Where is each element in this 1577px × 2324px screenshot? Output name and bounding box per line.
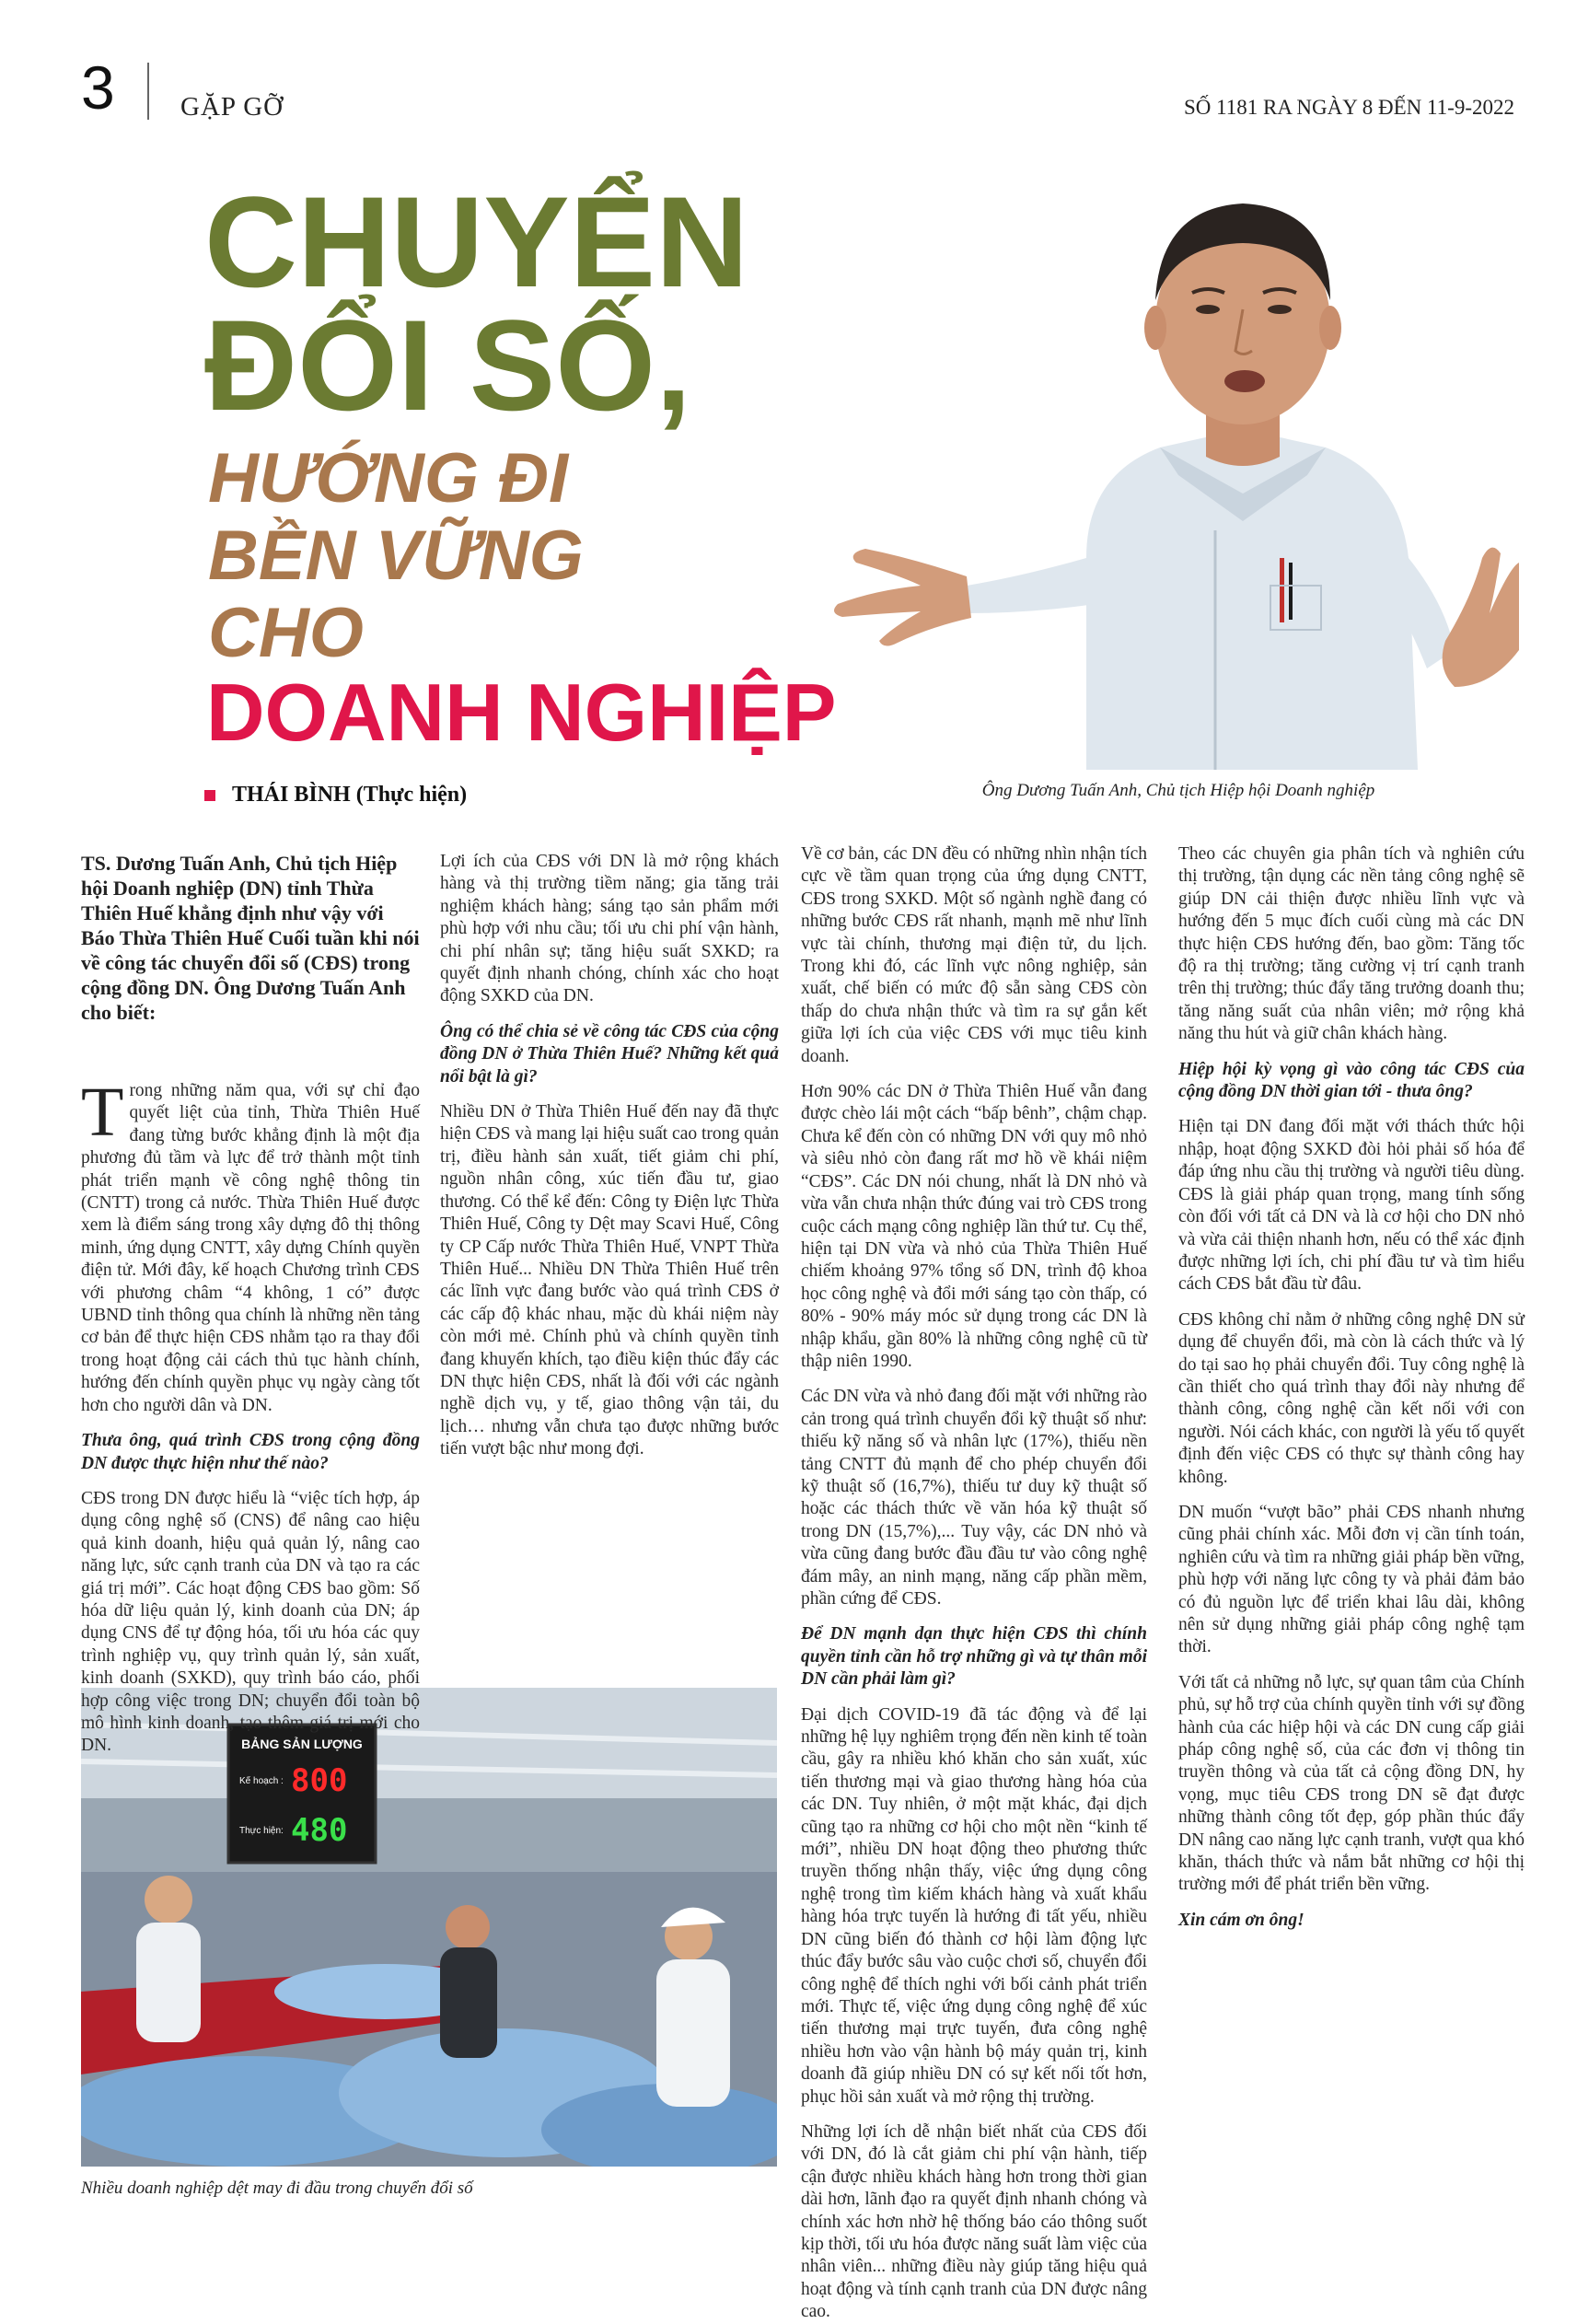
paragraph-1 bbox=[81, 1074, 420, 1417]
page-number: 3 bbox=[81, 53, 115, 122]
paragraph-4: Nhiều DN ở Thừa Thiên Huế đến nay đã thực hiện CĐS và mang lại hiệu suất cao trong quản trị, điều hành sản xuất, tiết giảm chi phí, nguồn nhân công, xúc tiến đầu tư, giao thương. Có thể kể đến: Công ty Điện lực Thừa Thiên Huế, Công ty Dệt may Scavi Huế, Công ty CP Cấp nước Thừa Thiên Huế, VNPT Thừa Thiên Huế... Nhiều DN Thừa Thiên Huế trên các lĩnh vực đang bước vào quá trình CĐS ở các cấp độ khác nhau, mặc dù khái niệm này còn mới mẻ. Chính phủ và chính quyền tỉnh đang khuyến khích, tạo điều kiện thúc đẩy các DN thực hiện CĐS, nhất là đối với các ngành nghề dịch vụ, y tế, giao thông vận tải, du lịch… nhưng vẫn chưa tạo được những bước tiến vượt bậc như mong đợi. bbox=[440, 1102, 779, 1459]
paragraph-1-text: rong những năm qua, với sự chỉ đạo quyết liệt của tỉnh, Thừa Thiên Huế đang từng bước khẳng định là một địa phương đủ tầm và lực để trở thành một tỉnh phát triển mạnh về công nghệ thông tin (CNTT) trong cả nước. Thừa Thiên Huế được xem là điểm sáng trong xây dựng đô thị thông minh, ứng dụng CNTT, xây dựng Chính quyền điện tử. Mới đây, kế hoạch Chương trình CĐS với phương châm “4 không, 1 có” được UBND tỉnh thông qua chính là những nền tảng cơ bản để thực hiện CĐS nhằm tạo ra thay đổi trong hoạt động cải cách thủ tục hành chính, hướng đến chính quyền phục vụ ngày càng tốt hơn cho người dân và DN. bbox=[81, 1081, 420, 1415]
paragraph-7: Các DN vừa và nhỏ đang đối mặt với những rào cản trong quá trình chuyển đổi kỹ thuật số như: thiếu kỹ năng số và nhân lực (17%), thiếu nền tảng CNTT đủ mạnh để cho phép chuyển đổi kỹ thuật số (16,7%), thiếu tư duy kỹ thuật số hoặc các thách thức về văn hóa kỹ thuật số trong DN (15,7%),... Tuy vậy, các DN nhỏ và vừa cũng đang bước đầu đầu tư vào công nghệ đám mây, an ninh mạng, năng cấp phần mềm, phần cứng để CĐS. bbox=[801, 1387, 1147, 1609]
paragraph-12: CĐS không chỉ nằm ở những công nghệ DN sử dụng để chuyển đổi, mà còn là cách thức và lý do tại sao họ phải chuyển đổi. Tuy công nghệ là cần thiết cho quá trình thay đổi này nhưng để thành công, công nghệ cần kết nối với con người. Nói cách khác, con người là yếu tố quyết định đến việc CĐS có thực sự thành công hay không. bbox=[1178, 1309, 1525, 1487]
headline-line-1: CHUYỂN bbox=[204, 169, 749, 314]
paragraph-9: Những lợi ích dễ nhận biết nhất của CĐS đối với DN, đó là cắt giảm chi phí vận hành, tiếp cận được nhiều khách hàng hơn trong thời gian dài hơn, lãnh đạo ra quyết định nhanh chóng và chính xác hơn nhờ hệ thống báo cáo thông suốt kịp thời, tối ưu hóa được năng suất làm việc của nhân viên... những điều này giúp tăng hiệu quả hoạt động và tính cạnh tranh của DN được nâng cao. bbox=[801, 2121, 1147, 2322]
lead-paragraph: TS. Dương Tuấn Anh, Chủ tịch Hiệp hội Doanh nghiệp (DN) tỉnh Thừa Thiên Huế khẳng định như vậy với Báo Thừa Thiên Huế Cuối tuần khi nói về công tác chuyển đổi số (CĐS) trong cộng đồng DN. Ông Dương Tuấn Anh cho biết: bbox=[81, 852, 420, 1024]
question-3: Để DN mạnh dạn thực hiện CĐS thì chính quyền tỉnh cần hỗ trợ những gì và tự thân mỗi DN cần phải làm gì? bbox=[801, 1624, 1147, 1690]
question-4: Hiệp hội kỳ vọng gì vào công tác CĐS của cộng đồng DN thời gian tới - thưa ông? bbox=[1178, 1059, 1525, 1102]
article-column-3 bbox=[801, 843, 1147, 2324]
paragraph-14: Với tất cả những nỗ lực, sự quan tâm của Chính phủ, sự hỗ trợ của chính quyền tỉnh với sự đồng hành của các hiệp hội và các DN cung cấp giải pháp công nghệ số, của các đơn vị thông tin truyền thông và của tất cả cộng đồng DN, hy vọng, mục tiêu CĐS trong DN sẽ đạt được những thành công tốt đẹp, góp phần thúc đẩy DN nâng cao năng lực cạnh tranh, vượt qua khó khăn, thách thức và nắm bắt những cơ hội thị trường mới để phát triển bền vững. bbox=[1178, 1672, 1525, 1895]
factory-photo bbox=[81, 1688, 777, 2167]
closing-line: Xin cám ơn ông! bbox=[1178, 1910, 1305, 1930]
headline-line-6: DOANH NGHIỆP bbox=[206, 667, 837, 758]
portrait-illustration bbox=[810, 171, 1519, 772]
paragraph-10: Theo các chuyên gia phân tích và nghiên cứu thị trường, tận dụng các nền tảng công nghệ sẽ giúp DN cải thiện được nhiều lĩnh vực và hướng đến 5 mục đích cuối cùng mà các DN thực hiện CĐS hướng đến, bao gồm: Tăng tốc độ ra thị trường; tăng cường vị trí cạnh tranh trên thị trường; thúc đẩy tăng trưởng doanh thu; tăng năng suất của nhân viên; mở rộng khả năng thu hút và giữ chân khách hàng. bbox=[1178, 844, 1525, 1044]
paragraph-5: Về cơ bản, các DN đều có những nhìn nhận tích cực về tầm quan trọng của ứng dụng CNTT, CĐS trong SXKD. Một số ngành nghề đang có những bước CĐS rất nhanh, mạnh mẽ như lĩnh vực tài chính, thương mại điện tử, du lịch. Trong khi đó, các lĩnh vực nông nghiệp, sản xuất, chế biến có mức độ sẵn sàng CĐS còn thấp do chưa nhận thức và tìm ra sự gắn kết giữa lợi ích của việc CĐS với mục tiêu kinh doanh. bbox=[801, 844, 1147, 1066]
drop-cap: T bbox=[81, 1074, 124, 1151]
question-1: Thưa ông, quá trình CĐS trong cộng đồng DN được thực hiện như thế nào? bbox=[81, 1431, 420, 1473]
headline-sub bbox=[208, 440, 584, 672]
byline-text: THÁI BÌNH (Thực hiện) bbox=[232, 783, 468, 807]
headline-line-2: ĐỔI SỐ, bbox=[204, 293, 691, 437]
article-column-2 bbox=[440, 851, 779, 1461]
header-divider bbox=[147, 63, 149, 120]
board-plan-value: 800 bbox=[291, 1762, 348, 1799]
question-2: Ông có thể chia sẻ về công tác CĐS của cộng đồng DN ở Thừa Thiên Huế? Những kết quả nổi bật là gì? bbox=[440, 1021, 779, 1086]
board-title: BẢNG SẢN LƯỢNG bbox=[241, 1737, 363, 1751]
headline-main bbox=[204, 169, 749, 437]
section-title: GẶP GỠ bbox=[180, 92, 284, 122]
factory-illustration bbox=[81, 1688, 777, 2167]
portrait-photo bbox=[810, 171, 1519, 772]
byline bbox=[204, 783, 467, 808]
byline-square-icon bbox=[204, 790, 215, 801]
board-plan-label: Kế hoạch : bbox=[239, 1776, 284, 1786]
paragraph-11: Hiện tại DN đang đối mặt với thách thức hội nhập, hoạt động SXKD đòi hỏi phải số hóa để đáp ứng nhu cầu thị trường và người tiêu dùng. CĐS là giải pháp quan trọng, mang tính sống còn đối với tất cả DN và là cơ hội cho DN nhỏ và vừa cải thiện nhanh hơn, nếu có thể xác định được những lợi ích, chi phí đầu tư và tìm hiểu cách CĐS bắt đầu từ đâu. bbox=[1178, 1117, 1525, 1295]
paragraph-2: CĐS trong DN được hiểu là “việc tích hợp, áp dụng công nghệ số (CNS) để nâng cao hiệu quả kinh doanh, hiệu quả quản lý, nâng cao năng lực, sức cạnh tranh của DN và tạo ra các giá trị mới”. Các hoạt động CĐS bao gồm: Số hóa dữ liệu quản lý, kinh doanh của DN; áp dụng CNS để tự động hóa, tối ưu hóa các quy trình nghiệp vụ, quy trình quản lý, sản xuất, kinh doanh (SXKD), quy trình báo cáo, phối hợp công việc trong DN; chuyển đổi toàn bộ mô hình kinh doanh, tạo thêm giá trị mới cho DN. bbox=[81, 1488, 420, 1756]
article-column-4 bbox=[1178, 843, 1525, 1932]
board-actual-value: 480 bbox=[291, 1812, 348, 1849]
factory-caption: Nhiều doanh nghiệp dệt may đi đầu trong chuyển đổi số bbox=[81, 2179, 473, 2198]
portrait-caption: Ông Dương Tuấn Anh, Chủ tịch Hiệp hội Doanh nghiệp bbox=[981, 781, 1375, 800]
headline-line-4: BỀN VỮNG bbox=[208, 517, 584, 595]
issue-info: SỐ 1181 RA NGÀY 8 ĐẾN 11-9-2022 bbox=[1183, 96, 1514, 119]
headline-line-3: HƯỚNG ĐI bbox=[208, 439, 569, 517]
headline-line-5: CHO bbox=[208, 594, 364, 672]
paragraph-8: Đại dịch COVID-19 đã tác động và để lại những hệ lụy nghiêm trọng đến nền kinh tế toàn cầu, gây ra nhiều khó khăn cho sản xuất, xúc tiến thương mại và giao thương hàng hóa của các DN. Tuy nhiên, ở một mặt khác, đại dịch cũng tạo ra những cơ hội cho một nền “kinh tế mới”, nhiều DN hoạt động theo phương thức truyền thống nhận thấy, việc ứng dụng công nghệ trong tìm kiếm khách hàng và xuất khẩu hàng hóa trực tuyến là hướng đi tất yếu, nhiều DN cũng biến đó thành cơ hội làm động lực thúc đẩy bước sâu vào cuộc chơi số, chuyển đổi công nghệ để thích nghi với bối cảnh phát triển mới. Thực tế, việc ứng dụng công nghệ để xúc tiến thương mại trực tuyến, đưa công nghệ nhiều hơn vào vận hành bộ máy quản trị, kinh doanh đã giúp nhiều DN có sự kết nối tốt hơn, phục hồi sản xuất và mở rộng thị trường. bbox=[801, 1704, 1147, 2107]
paragraph-6: Hơn 90% các DN ở Thừa Thiên Huế vẫn đang được chèo lái một cách “bấp bênh”, chậm chạp. Chưa kể đến còn có những DN với quy mô nhỏ và siêu nhỏ còn đang rất mơ hồ về khái niệm “CĐS”. Các DN nói chung, nhất là DN nhỏ và vừa vẫn chưa nhận thức đúng vai trò CĐS trong cuộc cách mạng công nghiệp lần thứ tư. Cụ thể, hiện tại DN vừa và nhỏ của Thừa Thiên Huế chiếm khoảng 97% tổng số DN, trình độ khoa học công nghệ và đổi mới sáng tạo còn thấp, có 80% - 90% máy móc sử dụng trong các DN là nhập khẩu, gần 80% là những công nghệ cũ từ thập niên 1990. bbox=[801, 1082, 1147, 1371]
board-actual-label: Thực hiện: bbox=[239, 1826, 284, 1836]
paragraph-3: Lợi ích của CĐS với DN là mở rộng khách hàng và thị trường tiềm năng; gia tăng trải nghiệm khách hàng; sáng tạo sản phẩm mới phù hợp với nhu cầu; tối ưu chi phí vận hành, chi phí nhân sự; tăng hiệu suất SXKD; ra quyết định nhanh chóng, chính xác cho hoạt động SXKD của DN. bbox=[440, 852, 779, 1006]
paragraph-13: DN muốn “vượt bão” phải CĐS nhanh nhưng cũng phải chính xác. Mỗi đơn vị cần tính toán, nghiên cứu và tìm ra những giải pháp bền vững, phù hợp với năng lực công ty và phải đảm bảo có đủ nguồn lực để triển khai lâu dài, không nên sử dụng những giải pháp công nghệ tạm thời. bbox=[1178, 1502, 1525, 1657]
article-column-1 bbox=[81, 851, 420, 1758]
